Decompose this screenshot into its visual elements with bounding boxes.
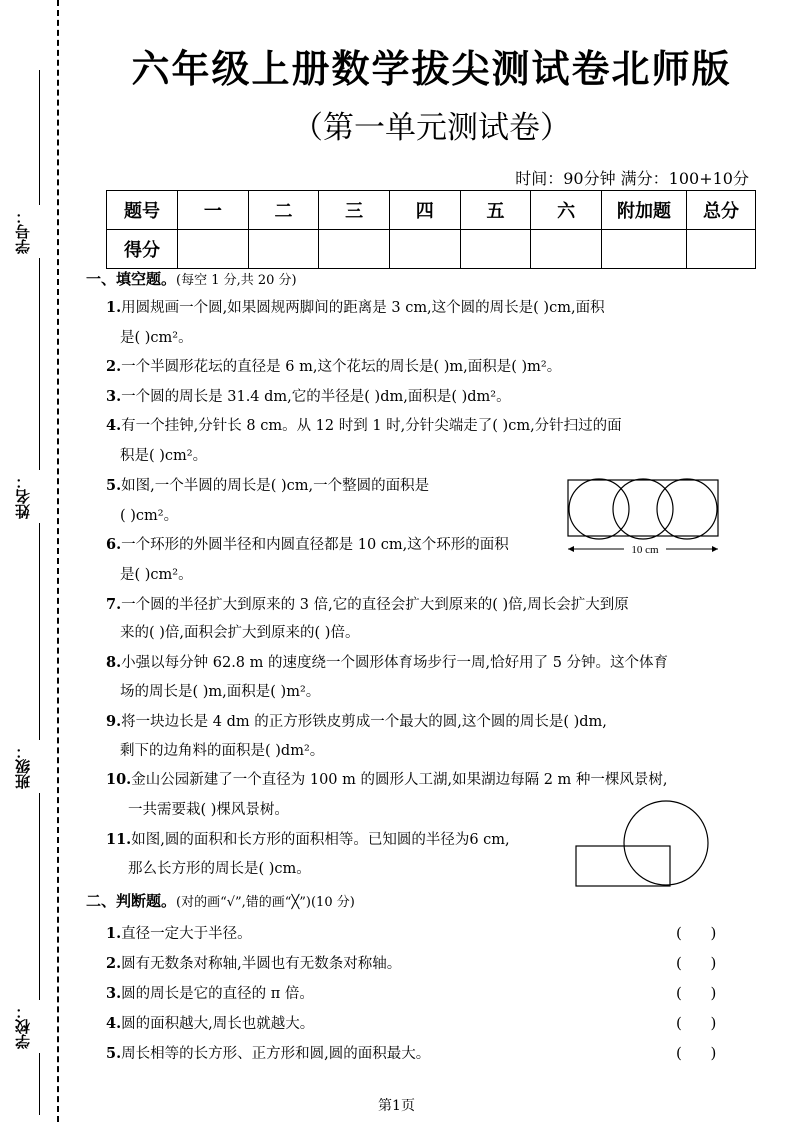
class-label: 班级： <box>12 740 40 793</box>
question-8 <box>106 653 668 673</box>
q5-figure <box>566 478 726 562</box>
question-number: 8. <box>106 654 122 671</box>
question-text: 小强以每分钟 62.8 m 的速度绕一个圆形体育场步行一周,恰好用了 5 分钟。这个体育 <box>121 655 669 671</box>
page-title: 六年级上册数学拔尖测试卷北师版 <box>131 46 732 91</box>
question-7-cont: 来的( )倍,面积会扩大到原来的( )倍。 <box>120 625 360 641</box>
question-number: 6. <box>106 536 122 553</box>
question-text: 有一个挂钟,分针长 8 cm。从 12 时到 1 时,分针尖端走了( )cm,分针扫过的面 <box>121 418 622 434</box>
cut-line <box>57 0 59 1122</box>
q5-rectangle <box>568 480 718 536</box>
score-row-label: 得分 <box>107 230 178 269</box>
question-7 <box>106 595 629 615</box>
header-cell: 总分 <box>687 191 756 230</box>
question-text: 一个环形的外圆半径和内圆直径都是 10 cm,这个环形的面积 <box>121 537 509 553</box>
question-number: 1. <box>106 925 122 942</box>
question-4-cont: 积是( )cm²。 <box>120 448 208 464</box>
question-6 <box>106 535 509 555</box>
answer-paren[interactable]: ( ) <box>676 1044 717 1062</box>
q11-figure <box>574 800 724 888</box>
judge-item-5 <box>106 1044 430 1064</box>
question-10-cont: 一共需要栽( )棵风景树。 <box>128 802 289 818</box>
answer-paren[interactable]: ( ) <box>676 924 717 942</box>
answer-paren[interactable]: ( ) <box>676 1014 717 1032</box>
score-cell[interactable] <box>687 230 756 269</box>
question-text: 如图,一个半圆的周长是( )cm,一个整圆的面积是 <box>121 478 430 494</box>
question-4 <box>106 416 622 436</box>
section1-heading <box>86 268 297 289</box>
section2-note: (对的画“√”,错的画“╳”)(10 分) <box>176 895 355 910</box>
q11-circle <box>624 801 708 885</box>
question-2 <box>106 357 561 377</box>
question-text: 一个圆的半径扩大到原来的 3 倍,它的直径会扩大到原来的( )倍,周长会扩大到原 <box>121 597 629 613</box>
question-text: 周长相等的长方形、正方形和圆,圆的面积最大。 <box>121 1046 431 1062</box>
score-table <box>106 190 756 269</box>
score-header-row <box>107 191 756 230</box>
judge-item-2 <box>106 954 401 974</box>
question-text: 一个圆的周长是 31.4 dm,它的半径是( )dm,面积是( )dm²。 <box>121 389 511 405</box>
question-number: 4. <box>106 417 122 434</box>
answer-paren[interactable]: ( ) <box>676 984 717 1002</box>
section2-heading <box>86 890 355 911</box>
question-number: 10. <box>106 771 132 788</box>
judge-item-3 <box>106 984 314 1004</box>
question-number: 5. <box>106 1045 122 1062</box>
header-cell: 六 <box>531 191 602 230</box>
question-number: 3. <box>106 388 122 405</box>
question-text: 圆的面积越大,周长也就越大。 <box>121 1016 315 1032</box>
question-number: 4. <box>106 1015 122 1032</box>
question-5-cont: ( )cm²。 <box>120 508 179 524</box>
score-cell[interactable] <box>531 230 602 269</box>
question-number: 11. <box>106 831 132 848</box>
score-cell[interactable] <box>389 230 460 269</box>
question-text: 将一块边长是 4 dm 的正方形铁皮剪成一个最大的圆,这个圆的周长是( )dm, <box>121 714 607 730</box>
score-cell[interactable] <box>248 230 319 269</box>
question-3 <box>106 387 511 407</box>
section1-note: (每空 1 分,共 20 分) <box>176 273 297 288</box>
question-text: 直径一定大于半径。 <box>121 926 252 942</box>
header-cell: 三 <box>319 191 390 230</box>
question-11-cont: 那么长方形的周长是( )cm。 <box>128 861 311 877</box>
question-10 <box>106 770 668 790</box>
question-number: 2. <box>106 358 122 375</box>
page-number: 第1页 <box>378 1098 415 1114</box>
q5-dimension-label: 10 cm <box>631 544 659 556</box>
binding-strip <box>0 0 75 1122</box>
question-text: 圆的周长是它的直径的 π 倍。 <box>121 986 314 1002</box>
question-5 <box>106 476 429 496</box>
question-number: 3. <box>106 985 122 1002</box>
name-label: 姓名： <box>12 470 40 523</box>
q5-arrow-left <box>568 546 574 552</box>
question-11 <box>106 830 510 850</box>
question-text: 一个半圆形花坛的直径是 6 m,这个花坛的周长是( )m,面积是( )m²。 <box>121 359 562 375</box>
header-cell: 一 <box>178 191 249 230</box>
score-value-row <box>107 230 756 269</box>
time-info: 时间：90分钟 满分：100+10分 <box>515 169 749 188</box>
header-cell: 题号 <box>107 191 178 230</box>
question-9 <box>106 712 607 732</box>
score-cell[interactable] <box>460 230 531 269</box>
question-1-cont: 是( )cm²。 <box>120 330 193 346</box>
header-cell: 四 <box>389 191 460 230</box>
question-text: 用圆规画一个圆,如果圆规两脚间的距离是 3 cm,这个圆的周长是( )cm,面积 <box>121 300 605 316</box>
question-6-cont: 是( )cm²。 <box>120 567 193 583</box>
q5-arrow-right <box>712 546 718 552</box>
header-cell: 五 <box>460 191 531 230</box>
page-subtitle: （第一单元测试卷） <box>292 110 571 146</box>
section1-title: 一、填空题。 <box>86 270 177 288</box>
q5-circle-middle <box>613 479 673 539</box>
school-label: 学校： <box>12 1000 40 1053</box>
question-number: 1. <box>106 299 122 316</box>
q5-circle-right <box>657 479 717 539</box>
score-cell[interactable] <box>178 230 249 269</box>
header-cell: 二 <box>248 191 319 230</box>
question-9-cont: 剩下的边角料的面积是( )dm²。 <box>120 743 325 759</box>
question-text: 圆有无数条对称轴,半圆也有无数条对称轴。 <box>121 956 402 972</box>
question-number: 5. <box>106 477 122 494</box>
score-cell[interactable] <box>319 230 390 269</box>
student-id-label: 学号： <box>12 205 40 258</box>
score-cell[interactable] <box>602 230 687 269</box>
q5-circle-left <box>569 479 629 539</box>
judge-item-4 <box>106 1014 314 1034</box>
question-text: 如图,圆的面积和长方形的面积相等。已知圆的半径为6 cm, <box>131 832 510 848</box>
judge-item-1 <box>106 924 252 944</box>
question-number: 9. <box>106 713 122 730</box>
question-number: 2. <box>106 955 122 972</box>
header-cell: 附加题 <box>602 191 687 230</box>
question-1 <box>106 298 605 318</box>
q11-rectangle <box>576 846 670 886</box>
question-number: 7. <box>106 596 122 613</box>
question-8-cont: 场的周长是( )m,面积是( )m²。 <box>120 684 321 700</box>
question-text: 金山公园新建了一个直径为 100 m 的圆形人工湖,如果湖边每隔 2 m 种一棵风景树, <box>131 772 668 788</box>
section2-title: 二、判断题。 <box>86 892 177 910</box>
answer-paren[interactable]: ( ) <box>676 954 717 972</box>
